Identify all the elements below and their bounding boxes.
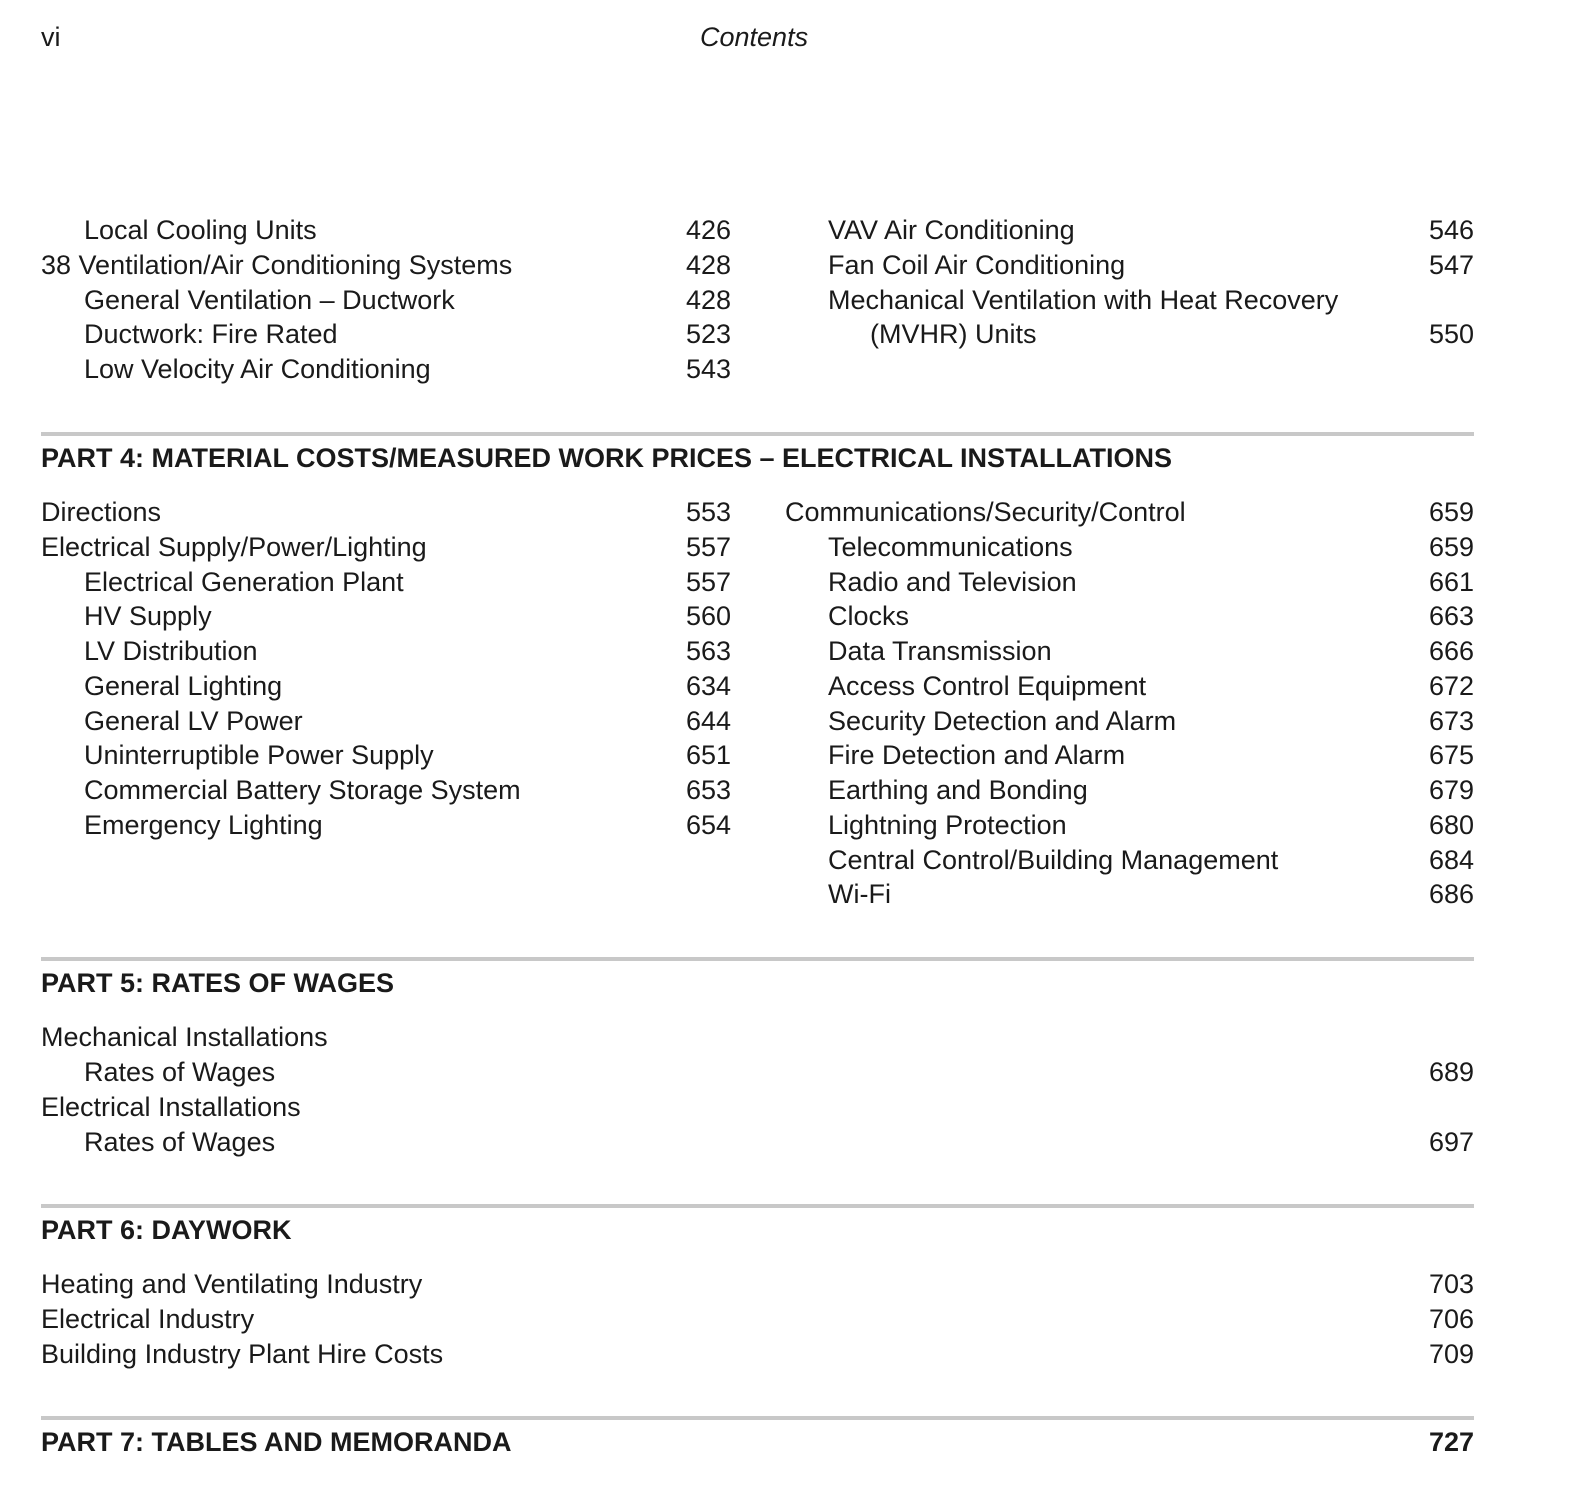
toc-entry-page: 659	[1428, 532, 1474, 562]
toc-entry-page: 679	[1428, 775, 1474, 805]
toc-entry-label: Rates of Wages	[84, 1127, 276, 1157]
part-7-title: PART 7: TABLES AND MEMORANDA	[41, 1427, 512, 1457]
toc-entry-label: Emergency Lighting	[84, 810, 323, 840]
toc-entry-label: VAV Air Conditioning	[828, 215, 1075, 245]
toc-entry-label: Mechanical Ventilation with Heat Recovery	[828, 285, 1339, 315]
toc-entry-label: Access Control Equipment	[828, 671, 1147, 701]
toc-entry-label: Telecommunications	[828, 532, 1073, 562]
toc-entry-label: Mechanical Installations	[41, 1022, 328, 1052]
toc-entry-label: Communications/Security/Control	[785, 497, 1186, 527]
toc-entry-label: Local Cooling Units	[84, 215, 317, 245]
toc-entry-page: 672	[1428, 671, 1474, 701]
toc-entry-label: Central Control/Building Management	[828, 845, 1279, 875]
toc-entry-label: Earthing and Bonding	[828, 775, 1088, 805]
toc-entry-label: LV Distribution	[84, 636, 258, 666]
page-number: vi	[41, 22, 61, 52]
toc-entry-label: Clocks	[828, 601, 910, 631]
toc-entry-label: General LV Power	[84, 706, 303, 736]
toc-entry-page: 661	[1428, 567, 1474, 597]
toc-entry-page: 689	[1428, 1057, 1474, 1087]
toc-entry-page: 709	[1428, 1339, 1474, 1369]
section-divider	[41, 432, 1474, 436]
toc-entry-label: Electrical Supply/Power/Lighting	[41, 532, 427, 562]
toc-entry[interactable]	[785, 213, 1474, 248]
toc-entry[interactable]	[785, 530, 1474, 565]
toc-entry-label: Building Industry Plant Hire Costs	[41, 1339, 444, 1369]
toc-entry[interactable]	[41, 248, 731, 283]
toc-entry-page: 428	[685, 250, 731, 280]
toc-entry-label: Commercial Battery Storage System	[84, 775, 521, 805]
toc-entry-label: General Ventilation – Ductwork	[84, 285, 455, 315]
toc-entry[interactable]	[785, 669, 1474, 704]
toc-entry-label: Security Detection and Alarm	[828, 706, 1177, 736]
toc-entry[interactable]	[785, 773, 1474, 808]
toc-entry-label: Data Transmission	[828, 636, 1052, 666]
toc-entry-page: 563	[685, 636, 731, 666]
toc-entry-label: Fan Coil Air Conditioning	[828, 250, 1126, 280]
toc-entry-page: 706	[1428, 1304, 1474, 1334]
toc-entry-label: Electrical Generation Plant	[84, 567, 404, 597]
toc-entry[interactable]	[785, 599, 1474, 634]
toc-entry[interactable]	[785, 317, 1474, 352]
toc-entry[interactable]	[41, 808, 731, 843]
toc-entry-label: Fire Detection and Alarm	[828, 740, 1126, 770]
toc-entry-page: 553	[685, 497, 731, 527]
toc-entry[interactable]	[41, 283, 731, 318]
toc-entry[interactable]	[785, 283, 1474, 318]
toc-entry[interactable]	[41, 1020, 1474, 1055]
toc-entry-page: 654	[685, 810, 731, 840]
toc-entry-page: 673	[1428, 706, 1474, 736]
part-4-title: PART 4: MATERIAL COSTS/MEASURED WORK PRICES – ELECTRICAL INSTALLATIONS	[41, 443, 1173, 473]
toc-entry[interactable]	[41, 1337, 1474, 1372]
toc-entry-page: 697	[1428, 1127, 1474, 1157]
toc-entry[interactable]	[41, 1090, 1474, 1125]
section-divider	[41, 957, 1474, 961]
toc-entry[interactable]	[41, 530, 731, 565]
toc-entry-page: 675	[1428, 740, 1474, 770]
toc-entry[interactable]	[785, 248, 1474, 283]
toc-entry-page: 547	[1428, 250, 1474, 280]
section-divider	[41, 1416, 1474, 1420]
toc-entry-page: 550	[1428, 319, 1474, 349]
toc-entry-label: Heating and Ventilating Industry	[41, 1269, 423, 1299]
toc-entry-page: 428	[685, 285, 731, 315]
part-5-heading[interactable]	[41, 966, 1474, 1001]
toc-entry[interactable]	[41, 669, 731, 704]
toc-entry[interactable]	[41, 352, 731, 387]
toc-entry-label: Low Velocity Air Conditioning	[84, 354, 431, 384]
part-7-page: 727	[1428, 1427, 1474, 1457]
toc-entry-page: 703	[1428, 1269, 1474, 1299]
toc-entry-page: 686	[1428, 879, 1474, 909]
toc-entry[interactable]	[41, 773, 731, 808]
toc-entry[interactable]	[41, 1125, 1474, 1160]
toc-entry-page: 659	[1428, 497, 1474, 527]
toc-entry-label: Uninterruptible Power Supply	[84, 740, 434, 770]
toc-entry[interactable]	[785, 495, 1474, 530]
toc-entry-page: 663	[1428, 601, 1474, 631]
toc-entry[interactable]	[785, 704, 1474, 739]
toc-entry-label: Radio and Television	[828, 567, 1077, 597]
toc-entry-page: 684	[1428, 845, 1474, 875]
toc-entry-page: 523	[685, 319, 731, 349]
toc-entry[interactable]	[41, 1302, 1474, 1337]
toc-entry[interactable]	[785, 565, 1474, 600]
toc-entry[interactable]	[785, 634, 1474, 669]
part-7-heading[interactable]	[41, 1425, 1474, 1460]
part-5-title: PART 5: RATES OF WAGES	[41, 968, 395, 998]
toc-entry-label: Rates of Wages	[84, 1057, 276, 1087]
toc-entry[interactable]	[41, 738, 731, 773]
toc-entry-page: 543	[685, 354, 731, 384]
toc-entry-label: Electrical Industry	[41, 1304, 255, 1334]
toc-entry-label: Ductwork: Fire Rated	[84, 319, 338, 349]
toc-entry[interactable]	[785, 808, 1474, 843]
toc-entry-page: 680	[1428, 810, 1474, 840]
toc-entry-label: (MVHR) Units	[870, 319, 1037, 349]
toc-entry-page: 426	[685, 215, 731, 245]
toc-entry[interactable]	[41, 1267, 1474, 1302]
toc-entry-page: 651	[685, 740, 731, 770]
part-6-title: PART 6: DAYWORK	[41, 1215, 292, 1245]
toc-entry-page: 644	[685, 706, 731, 736]
toc-entry-page: 666	[1428, 636, 1474, 666]
toc-entry[interactable]	[41, 1055, 1474, 1090]
toc-entry-label: HV Supply	[84, 601, 212, 631]
toc-entry-label: 38 Ventilation/Air Conditioning Systems	[41, 250, 513, 280]
toc-entry[interactable]	[41, 599, 731, 634]
part-4-heading[interactable]	[41, 441, 1474, 476]
toc-entry-page: 557	[685, 532, 731, 562]
toc-entry-page: 634	[685, 671, 731, 701]
toc-entry-label: Directions	[41, 497, 162, 527]
toc-entry[interactable]	[785, 877, 1474, 912]
toc-entry[interactable]	[41, 495, 731, 530]
toc-entry[interactable]	[41, 317, 731, 352]
toc-entry-label: General Lighting	[84, 671, 283, 701]
toc-entry[interactable]	[41, 565, 731, 600]
toc-entry-page: 557	[685, 567, 731, 597]
toc-entry[interactable]	[785, 738, 1474, 773]
toc-entry[interactable]	[785, 843, 1474, 878]
toc-entry-label: Wi-Fi	[828, 879, 891, 909]
toc-entry[interactable]	[41, 704, 731, 739]
part-6-heading[interactable]	[41, 1213, 1474, 1248]
toc-entry-label: Electrical Installations	[41, 1092, 301, 1122]
toc-entry[interactable]	[41, 213, 731, 248]
toc-entry-label: Lightning Protection	[828, 810, 1067, 840]
toc-entry-page: 546	[1428, 215, 1474, 245]
toc-entry[interactable]	[41, 634, 731, 669]
toc-entry-page: 560	[685, 601, 731, 631]
running-title: Contents	[700, 22, 809, 52]
toc-entry-page: 653	[685, 775, 731, 805]
section-divider	[41, 1204, 1474, 1208]
